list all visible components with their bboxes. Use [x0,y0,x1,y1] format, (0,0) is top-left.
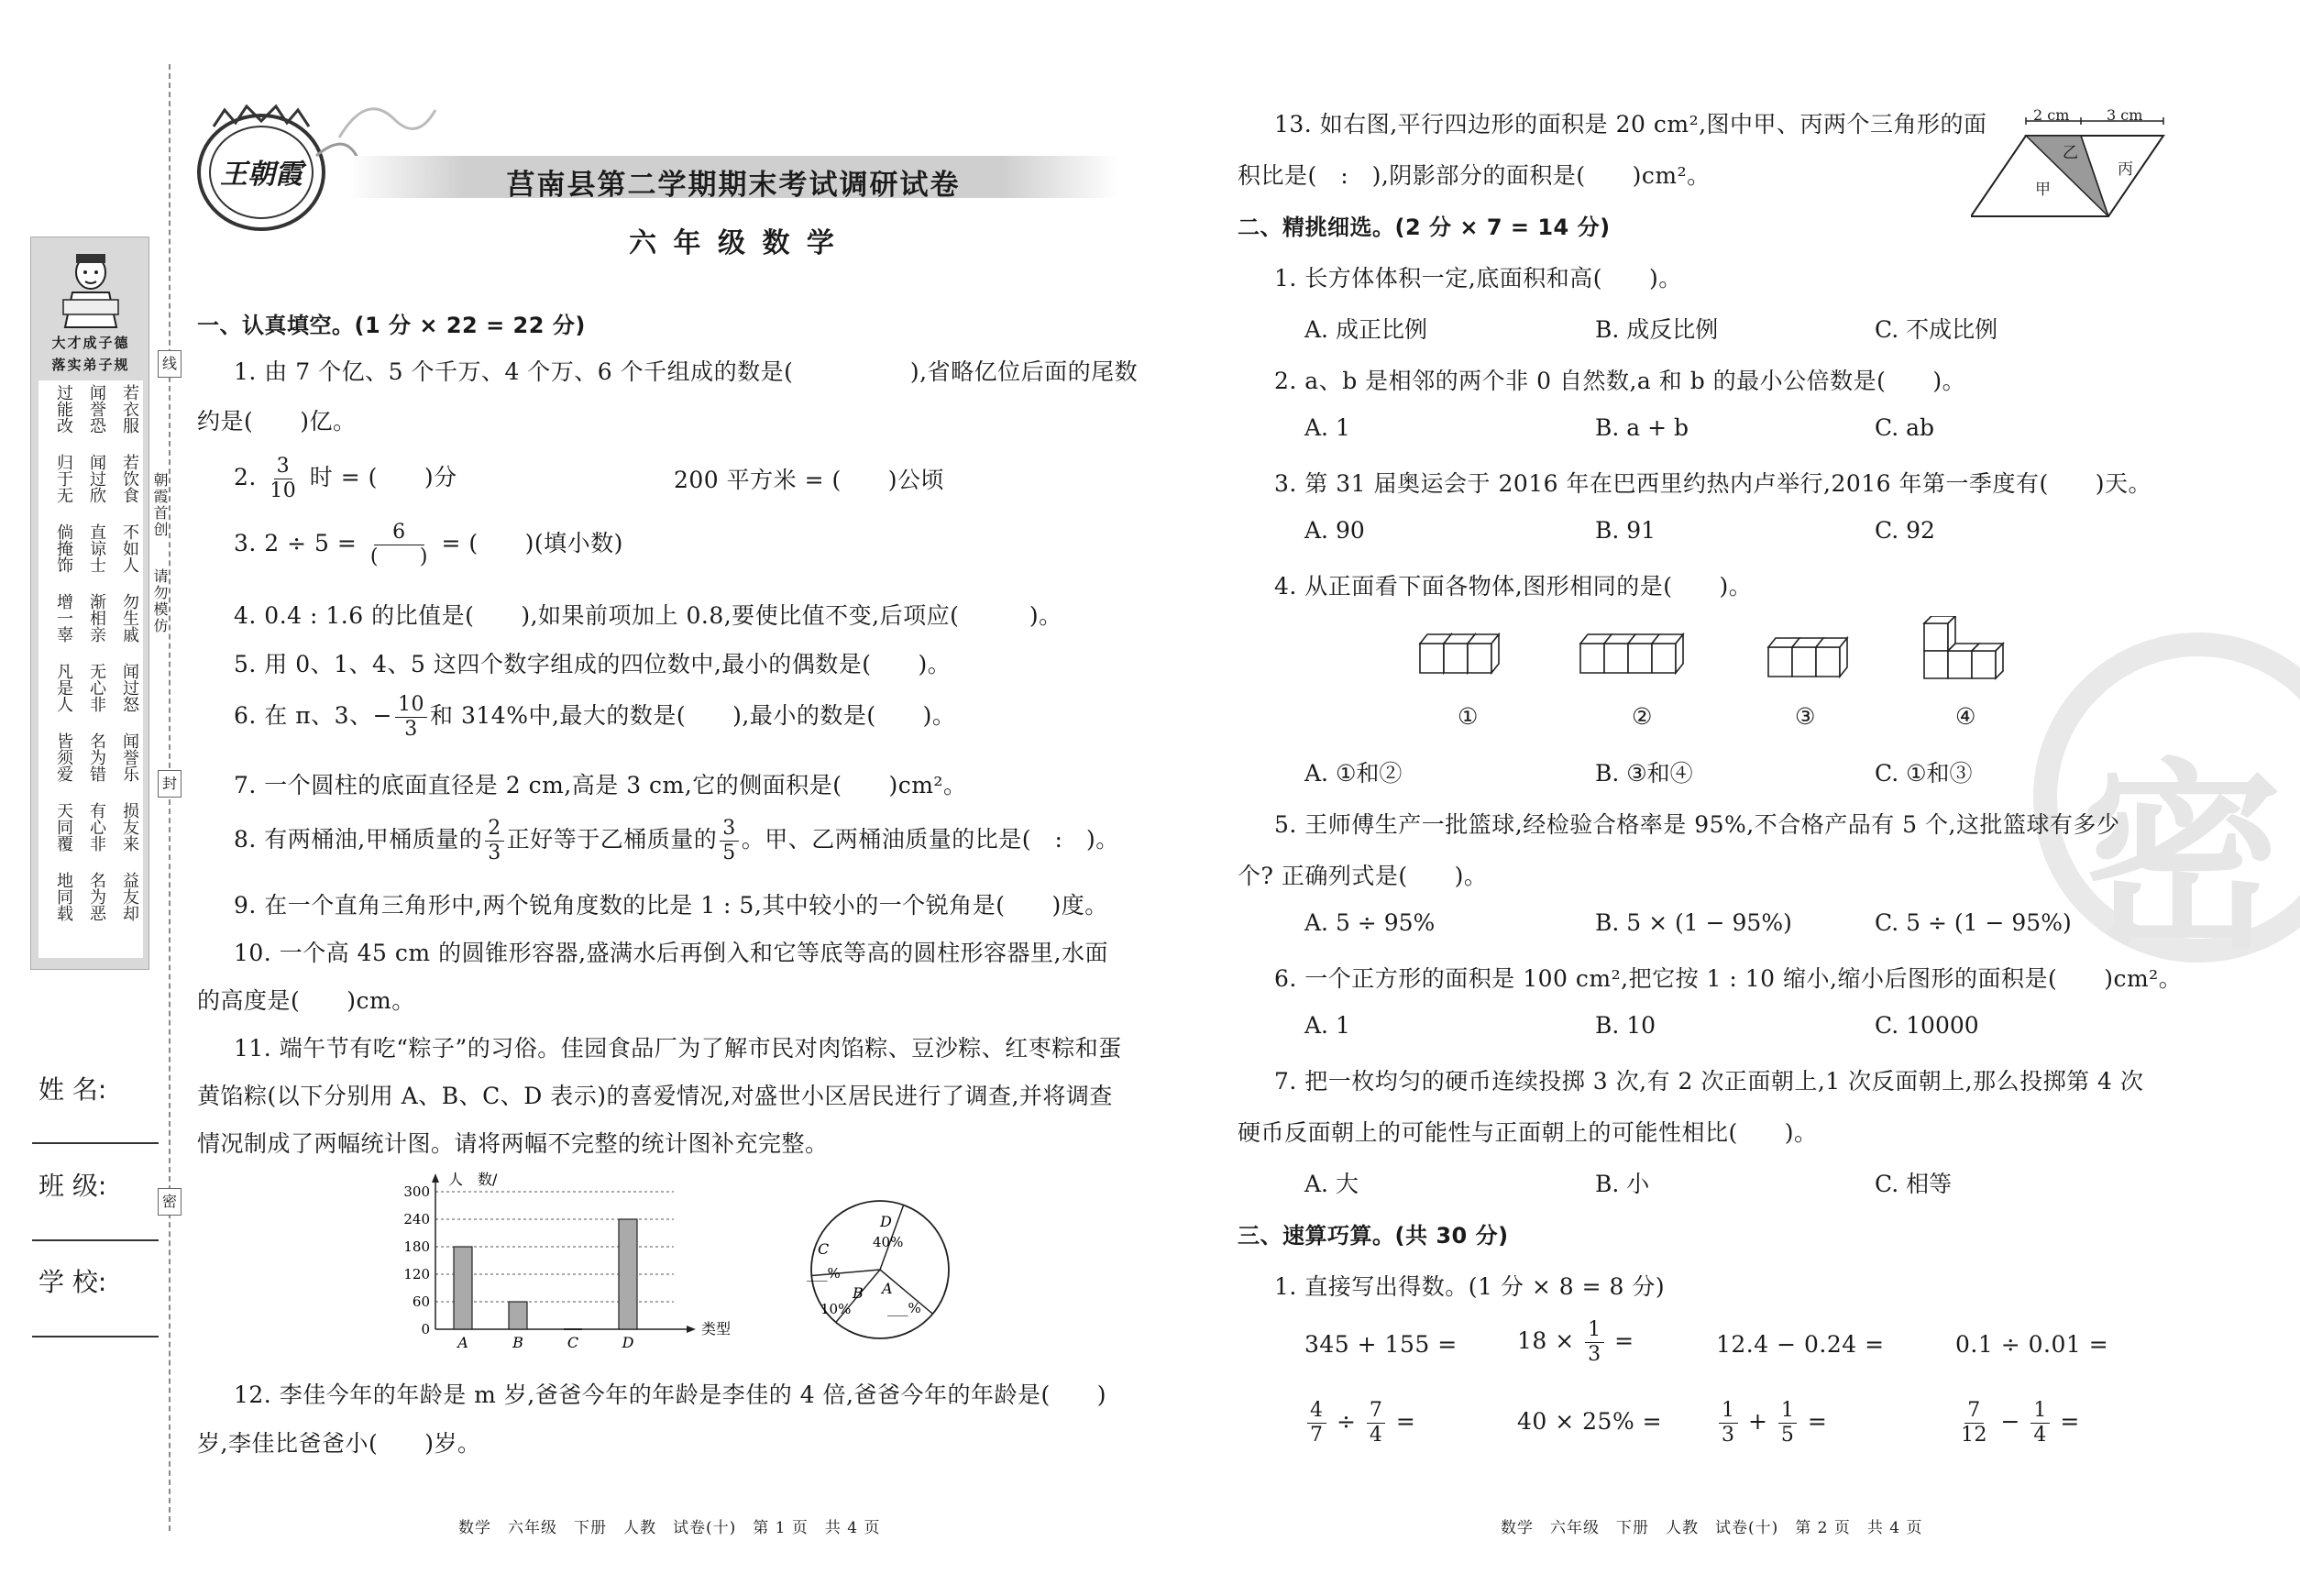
calc-2 [1517,1320,1634,1365]
q2-num: 3 [274,457,293,479]
mc4: 4. 从正面看下面各物体,图形相同的是( )。 [1274,573,1753,600]
proverb-column: 过能改 [54,384,73,434]
mc1-option-c[interactable]: C. 不成比例 [1875,316,1998,343]
proverb-column: 无心非 [87,663,106,712]
cube-figure-4 [1920,616,2021,680]
proverb-column: 渐相亲 [87,593,106,643]
seal-bottom-box: 密 [158,1188,182,1216]
mc3-option-a[interactable]: A. 90 [1304,517,1365,544]
mc2-option-a[interactable]: A. 1 [1304,414,1350,441]
calc-8-num-1: 7 [1964,1401,1984,1424]
q8-den-1: 3 [488,842,501,864]
q11-line-1: 11. 端午节有吃“粽子”的习俗。佳园食品厂为了解市民对肉馅粽、豆沙粽、红枣粽和蛋 [234,1035,1122,1062]
footer-right: 数学 六年级 下册 人教 试卷(十) 第 2 页 共 4 页 [1501,1519,1923,1537]
q1-line-2: 约是( )亿。 [197,408,357,435]
q8-num-2: 3 [720,819,739,842]
mc5-option-c[interactable]: C. 5 ÷ (1 − 95%) [1875,909,2072,936]
exam-title: 莒南县第二学期期末考试调研试卷 [506,169,961,202]
proverb-column: 闻过欣 [87,454,106,503]
scholar-figure-icon [54,247,127,329]
pie-chart-slice-value: ___% [807,1265,841,1282]
pie-chart-slice-label: A [882,1280,893,1297]
binding-dashed-line [169,64,171,1531]
name-label: 姓 名: [39,1074,107,1105]
q2 [234,457,457,501]
mc6-option-b[interactable]: B. 10 [1595,1012,1656,1039]
section-1-heading: 一、认真填空。(1 分 × 22 = 22 分) [197,313,586,338]
proverb-column: 凡是人 [54,663,73,712]
proverb-column: 若饮食 [120,454,139,503]
mc6-option-c[interactable]: C. 10000 [1875,1012,1979,1039]
q3 [234,523,623,567]
calc-5 [1304,1401,1415,1446]
calc-5-num-2: 7 [1367,1401,1386,1424]
q3-label: 3. 2 ÷ 5 = [234,530,358,556]
calc-7-fraction-2 [1778,1401,1798,1446]
calc-7-den-1: 3 [1722,1424,1735,1447]
bar-chart-bar [509,1302,527,1329]
proverb-column: 地同载 [54,872,73,921]
calc-8-fraction-1 [1958,1401,1990,1446]
mc7-line-2: 硬币反面朝上的可能性与正面朝上的可能性相比( )。 [1238,1119,1818,1146]
mc1-option-b[interactable]: B. 成反比例 [1595,316,1719,343]
pie-chart-slice-label: B [853,1284,864,1302]
calc-1: 345 + 155 = [1304,1331,1458,1358]
mc6: 6. 一个正方形的面积是 100 cm²,把它按 1 : 10 缩小,缩小后图形的面积是( )cm²。 [1274,965,2183,992]
motto-bottom: 落实弟子规 [51,357,130,373]
sidebar-motto-box [30,237,149,970]
fig13-yi-label: 乙 [2063,144,2078,162]
calc-7 [1716,1401,1827,1446]
q8-num-1: 2 [485,819,504,842]
q4: 4. 0.4 : 1.6 的比值是( ),如果前项加上 0.8,要使比值不变,后项应( )。 [234,602,1062,629]
mc3-option-c[interactable]: C. 92 [1875,517,1935,544]
watermark-char: 密 [2081,742,2283,976]
calc-8-den-1: 12 [1961,1424,1987,1447]
proverb-column: 勿生戚 [120,593,139,643]
name-field[interactable] [32,1142,159,1144]
cube-figure-2 [1577,625,1714,680]
q8-fraction-2 [720,819,739,864]
class-field[interactable] [32,1239,159,1241]
motto-top: 大才成子德 [51,335,130,351]
q8-post: 。甲、乙两桶油质量的比是( : )。 [741,826,1119,853]
mc3-option-b[interactable]: B. 91 [1595,517,1656,544]
pie-chart-slice-label: D [880,1213,892,1230]
proverb-column: 损友来 [120,802,139,852]
fig13-top-right-label: 3 cm [2107,106,2143,124]
bar-chart-category-label: B [512,1334,523,1350]
proverb-grid [40,384,141,952]
bar-chart-xlabel: 类型 [701,1320,732,1337]
bar-chart-ytick: 120 [403,1266,430,1282]
calc-intro: 1. 直接写出得数。(1 分 × 8 = 8 分) [1274,1273,1666,1300]
fig13-top-left-label: 2 cm [2033,106,2070,124]
q10-line-1: 10. 一个高 45 cm 的圆锥形容器,盛满水后再倒入和它等底等高的圆柱形容器里,水面 [234,940,1108,966]
mc5-line-1: 5. 王师傅生产一批篮球,经检验合格率是 95%,不合格产品有 5 个,这批篮球有多少 [1274,811,2120,838]
mc1: 1. 长方体体积一定,底面积和高( )。 [1274,265,1682,292]
mc7-option-a[interactable]: A. 大 [1304,1171,1359,1197]
proverb-column: 若衣服 [120,384,139,434]
fig13-bing-label: 丙 [2118,160,2133,179]
proverb-column: 益友却 [120,872,139,921]
bar-chart-category-label: C [567,1334,579,1350]
notice-no-copy: 请勿模仿 [151,568,169,634]
pie-chart [798,1190,963,1350]
proverb-column: 归于无 [54,454,73,503]
fig13-jia-label: 甲 [2035,181,2051,199]
proverb-column: 倘掩饰 [54,523,73,573]
bar-chart-bar [619,1219,637,1329]
calc-5-den-2: 4 [1369,1424,1383,1447]
mc5-option-b[interactable]: B. 5 × (1 − 95%) [1595,909,1792,936]
proverb-column: 增一辜 [54,593,73,643]
q8-fraction-1 [485,819,504,864]
proverb-column: 天同覆 [54,802,73,852]
proverb-column: 名为错 [87,732,106,782]
calc-7-fraction-1 [1719,1401,1738,1446]
mc5-option-a[interactable]: A. 5 ÷ 95% [1304,909,1436,936]
calc-5-op: ÷ [1336,1408,1357,1435]
q5: 5. 用 0、1、4、5 这四个数字组成的四位数中,最小的偶数是( )。 [234,651,952,677]
mc3: 3. 第 31 届奥运会于 2016 年在巴西里约热内卢举行,2016 年第一季度有( )天。 [1274,470,2152,497]
calc-8-den-2: 4 [2033,1424,2047,1447]
subject-title: 六 年 级 数 学 [629,227,838,259]
q2-right: 200 平方米 = ( )公顷 [674,467,945,493]
class-label: 班 级: [39,1171,107,1201]
calc-2-post: = [1614,1327,1634,1354]
q10-line-2: 的高度是( )cm。 [197,987,415,1014]
calc-2-den: 3 [1588,1343,1601,1366]
q2-den: 10 [270,479,297,502]
calc-7-den-2: 5 [1780,1424,1795,1447]
pie-chart-slice-value: ___% [887,1300,921,1316]
bar-chart-category-label: D [622,1334,634,1350]
q1-line-1: 1. 由 7 个亿、5 个千万、4 个万、6 个千组成的数是( ),省略亿位后面的尾数 [234,358,1139,385]
section-3-heading: 三、速算巧算。(共 30 分) [1238,1223,1509,1249]
seal-mid-box: 封 [158,770,182,798]
cube-figure-3 [1765,625,1865,680]
mc4-option-c[interactable]: C. ①和③ [1875,760,1973,787]
bar-chart-ytick: 180 [403,1238,430,1255]
q6-fraction [395,695,427,740]
mc7-line-1: 7. 把一枚均匀的硬币连续投掷 3 次,有 2 次正面朝上,1 次反面朝上,那么投掷第 4 次 [1274,1068,2144,1095]
logo-text: 王朝霞 [220,159,303,191]
bar-chart-y-arrow [432,1173,439,1183]
proverb-column: 皆须爱 [54,732,73,782]
q3-fraction [368,523,431,567]
cube-label-4: ④ [1955,703,1976,730]
bar-chart-bar [454,1247,472,1329]
ribbon-decoration [330,92,440,147]
bar-chart-ytick: 60 [412,1293,430,1310]
calc-7-post: = [1807,1408,1828,1435]
q13-line-2: 积比是( : ),阴影部分的面积是( )cm²。 [1238,162,1711,189]
proverb-column: 闻誉乐 [120,732,139,782]
mc2: 2. a、b 是相邻的两个非 0 自然数,a 和 b 的最小公倍数是( )。 [1274,368,1966,394]
q2-label: 2. [234,464,257,490]
q8 [234,819,1119,864]
calc-7-op: + [1747,1408,1768,1435]
q8-mid: 正好等于乙桶质量的 [506,826,718,853]
calc-7-num-1: 1 [1719,1401,1738,1424]
cube-label-3: ③ [1795,703,1816,730]
q7: 7. 一个圆柱的底面直径是 2 cm,高是 3 cm,它的侧面积是( )cm²。 [234,772,967,798]
mc7-option-b[interactable]: B. 小 [1595,1171,1650,1197]
calc-8 [1955,1401,2080,1446]
footer-left: 数学 六年级 下册 人教 试卷(十) 第 1 页 共 4 页 [458,1519,881,1537]
pie-chart-slice-value: 10% [820,1301,852,1317]
q6-pre: 6. 在 π、3、− [234,702,393,729]
q11-line-3: 情况制成了两幅统计图。请将两幅不完整的统计图补充完整。 [197,1130,829,1157]
calc-5-num-1: 4 [1307,1401,1326,1424]
q2-text: 时 = ( )分 [309,464,457,490]
mc2-option-b[interactable]: B. a + b [1595,414,1689,441]
pie-chart-slice-label: C [818,1240,830,1258]
bar-chart-ylabel: 人 数/ [448,1172,498,1188]
parallelogram-figure [1971,108,2209,227]
bar-chart-ytick: 300 [403,1183,430,1200]
calc-8-post: = [2060,1408,2080,1435]
q2-fraction [267,457,299,501]
q3-num: 6 [374,523,424,545]
mc1-option-a[interactable]: A. 成正比例 [1304,316,1427,343]
mc4-option-b[interactable]: B. ③和④ [1595,760,1693,787]
mc7-option-c[interactable]: C. 相等 [1875,1171,1953,1197]
q8-den-2: 5 [722,842,736,864]
school-field[interactable] [32,1336,159,1337]
calc-6: 40 × 25% = [1517,1408,1663,1435]
calc-2-num: 1 [1585,1320,1604,1343]
calc-5-fraction-1 [1307,1401,1326,1446]
mc5-line-2: 个? 正确列式是( )。 [1238,863,1488,889]
q9: 9. 在一个直角三角形中,两个锐角度数的比是 1 : 5,其中较小的一个锐角是( )度。 [234,892,1108,919]
proverb-column: 名为恶 [87,872,106,921]
q6-den: 3 [404,718,418,741]
calc-5-fraction-2 [1367,1401,1386,1446]
calc-3: 12.4 − 0.24 = [1716,1331,1885,1358]
q12-line-2: 岁,李佳比爸爸小( )岁。 [197,1430,481,1457]
calc-2-pre: 18 × [1517,1327,1575,1354]
calc-5-den-1: 7 [1310,1424,1324,1447]
notice-original: 朝霞首创 [151,472,169,538]
calc-8-num-2: 1 [2030,1401,2050,1424]
calc-4: 0.1 ÷ 0.01 = [1955,1331,2109,1358]
proverb-column: 直谅士 [87,523,106,573]
cube-label-2: ② [1632,703,1653,730]
cube-figure-1 [1416,625,1517,680]
school-label: 学 校: [39,1267,107,1297]
bar-chart-x-arrow [687,1326,696,1333]
calc-8-fraction-2 [2030,1401,2050,1446]
pie-chart-slice-value: 40% [873,1234,904,1250]
calc-8-op: − [2000,1408,2020,1435]
bar-chart-ytick: 0 [421,1321,430,1337]
bar-chart-category-label: A [457,1334,468,1350]
q6 [234,695,955,740]
bar-chart-ytick: 240 [403,1211,430,1227]
q11-line-2: 黄馅粽(以下分别用 A、B、C、D 表示)的喜爱情况,对盛世小区居民进行了调查,并将调查 [197,1083,1113,1109]
proverb-column: 不如人 [120,523,139,573]
mc2-option-c[interactable]: C. ab [1875,414,1935,441]
section-2-heading: 二、精挑细选。(2 分 × 7 = 14 分) [1238,215,1611,240]
mc6-option-a[interactable]: A. 1 [1304,1012,1350,1039]
cube-label-1: ① [1458,703,1479,730]
q6-post: 和 314%中,最大的数是( ),最小的数是( )。 [430,702,956,729]
proverb-column: 闻誉恐 [87,384,106,434]
q3-den: ( ) [369,545,428,568]
proverb-column: 闻过怒 [120,663,139,712]
bar-chart [385,1172,733,1350]
calc-2-fraction [1585,1320,1604,1365]
q13-line-1: 13. 如右图,平行四边形的面积是 20 cm²,图中甲、丙两个三角形的面 [1274,111,1987,138]
calc-7-num-2: 1 [1778,1401,1798,1424]
seal-top-box: 线 [158,350,182,378]
proverb-column: 有心非 [87,802,106,852]
q8-pre: 8. 有两桶油,甲桶质量的 [234,826,483,853]
q6-num: 10 [395,695,427,718]
mc4-option-a[interactable]: A. ①和② [1304,760,1403,787]
q12-line-1: 12. 李佳今年的年龄是 m 岁,爸爸今年的年龄是李佳的 4 倍,爸爸今年的年龄是( ) [234,1381,1107,1408]
calc-5-post: = [1395,1408,1416,1435]
q3-text: = ( )(填小数) [441,530,623,556]
